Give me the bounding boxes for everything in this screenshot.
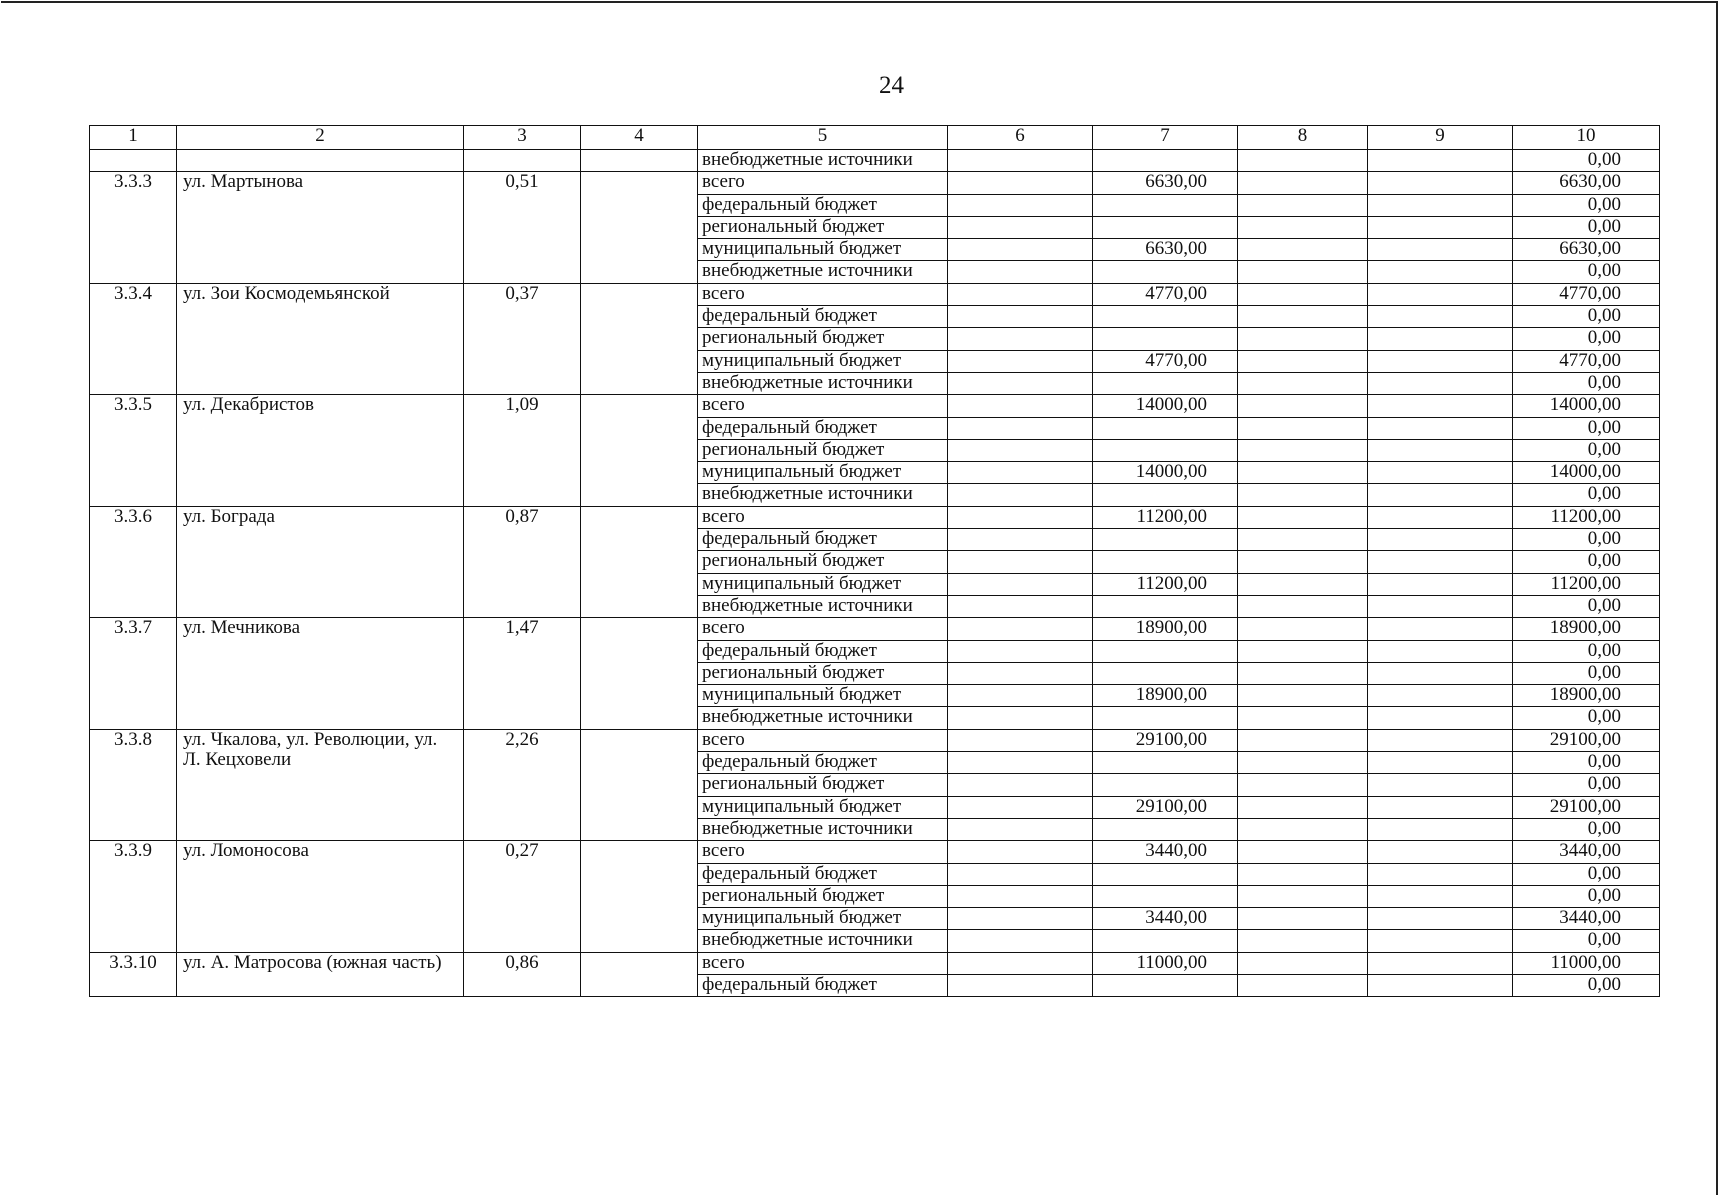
cell-empty: [1368, 306, 1513, 328]
amount-col7: 11200,00: [1093, 573, 1238, 595]
funding-source: муниципальный бюджет: [698, 908, 948, 930]
cell-empty: [1368, 216, 1513, 238]
funding-source: внебюджетные источники: [698, 150, 948, 172]
amount-col7: [1093, 885, 1238, 907]
cell-empty: [948, 662, 1093, 684]
cell-empty: [1238, 908, 1368, 930]
total-amount: 11000,00: [1513, 952, 1660, 974]
table-row: [90, 952, 1660, 974]
total-amount: 0,00: [1513, 752, 1660, 774]
cell-empty: [1368, 774, 1513, 796]
amount-col7: [1093, 640, 1238, 662]
table-row: [90, 283, 1660, 305]
funding-source: федеральный бюджет: [698, 529, 948, 551]
cell-empty: [1238, 239, 1368, 261]
funding-source: муниципальный бюджет: [698, 573, 948, 595]
funding-source: федеральный бюджет: [698, 640, 948, 662]
cell-empty: [90, 150, 177, 172]
cell-empty: [581, 618, 698, 729]
funding-source: всего: [698, 952, 948, 974]
funding-source: региональный бюджет: [698, 885, 948, 907]
cell-empty: [948, 194, 1093, 216]
amount-col7: [1093, 372, 1238, 394]
cell-empty: [581, 952, 698, 997]
cell-empty: [581, 172, 698, 283]
funding-source: внебюджетные источники: [698, 372, 948, 394]
amount-col7: [1093, 306, 1238, 328]
amount-col7: [1093, 863, 1238, 885]
object-number: 3.3.8: [90, 729, 177, 840]
total-amount: 4770,00: [1513, 283, 1660, 305]
total-amount: 0,00: [1513, 595, 1660, 617]
amount-col7: 14000,00: [1093, 462, 1238, 484]
total-amount: 0,00: [1513, 417, 1660, 439]
object-name: ул. Бограда: [177, 506, 464, 617]
object-name: ул. Мартынова: [177, 172, 464, 283]
column-header: 10: [1513, 126, 1660, 150]
column-header: 7: [1093, 126, 1238, 150]
funding-source: региональный бюджет: [698, 662, 948, 684]
table-row: [90, 150, 1660, 172]
total-amount: 0,00: [1513, 150, 1660, 172]
amount-col7: [1093, 551, 1238, 573]
column-header: 4: [581, 126, 698, 150]
cell-empty: [1368, 930, 1513, 952]
total-amount: 0,00: [1513, 372, 1660, 394]
cell-empty: [1368, 908, 1513, 930]
cell-empty: [948, 506, 1093, 528]
cell-empty: [1238, 729, 1368, 751]
object-length: 1,47: [464, 618, 581, 729]
object-number: 3.3.10: [90, 952, 177, 997]
total-amount: 3440,00: [1513, 908, 1660, 930]
cell-empty: [1238, 328, 1368, 350]
object-name: ул. Ломоносова: [177, 841, 464, 952]
cell-empty: [1368, 194, 1513, 216]
cell-empty: [948, 172, 1093, 194]
amount-col7: 18900,00: [1093, 618, 1238, 640]
cell-empty: [1238, 529, 1368, 551]
cell-empty: [1238, 506, 1368, 528]
column-header: 1: [90, 126, 177, 150]
total-amount: 0,00: [1513, 863, 1660, 885]
cell-empty: [1368, 529, 1513, 551]
cell-empty: [1368, 685, 1513, 707]
total-amount: 0,00: [1513, 551, 1660, 573]
cell-empty: [1368, 618, 1513, 640]
cell-empty: [1238, 818, 1368, 840]
cell-empty: [1368, 729, 1513, 751]
cell-empty: [1238, 774, 1368, 796]
amount-col7: 29100,00: [1093, 796, 1238, 818]
cell-empty: [948, 417, 1093, 439]
column-header: 5: [698, 126, 948, 150]
cell-empty: [1368, 417, 1513, 439]
cell-empty: [1238, 841, 1368, 863]
column-header: 2: [177, 126, 464, 150]
amount-col7: 3440,00: [1093, 908, 1238, 930]
cell-empty: [948, 930, 1093, 952]
amount-col7: [1093, 439, 1238, 461]
amount-col7: [1093, 707, 1238, 729]
cell-empty: [581, 150, 698, 172]
cell-empty: [1238, 194, 1368, 216]
cell-empty: [1368, 640, 1513, 662]
funding-source: федеральный бюджет: [698, 194, 948, 216]
budget-table: [89, 125, 1660, 997]
cell-empty: [1238, 462, 1368, 484]
cell-empty: [1238, 974, 1368, 996]
total-amount: 0,00: [1513, 818, 1660, 840]
cell-empty: [1238, 930, 1368, 952]
cell-empty: [948, 150, 1093, 172]
funding-source: всего: [698, 841, 948, 863]
total-amount: 11200,00: [1513, 573, 1660, 595]
cell-empty: [948, 595, 1093, 617]
cell-empty: [948, 908, 1093, 930]
funding-source: федеральный бюджет: [698, 752, 948, 774]
amount-col7: 6630,00: [1093, 172, 1238, 194]
cell-empty: [948, 841, 1093, 863]
object-number: 3.3.4: [90, 283, 177, 394]
funding-source: федеральный бюджет: [698, 974, 948, 996]
cell-empty: [1238, 752, 1368, 774]
funding-source: муниципальный бюджет: [698, 685, 948, 707]
cell-empty: [948, 707, 1093, 729]
object-length: 0,51: [464, 172, 581, 283]
funding-source: региональный бюджет: [698, 328, 948, 350]
total-amount: 6630,00: [1513, 239, 1660, 261]
total-amount: 18900,00: [1513, 618, 1660, 640]
object-length: 0,27: [464, 841, 581, 952]
cell-empty: [1238, 863, 1368, 885]
funding-source: муниципальный бюджет: [698, 796, 948, 818]
total-amount: 18900,00: [1513, 685, 1660, 707]
cell-empty: [948, 239, 1093, 261]
amount-col7: 4770,00: [1093, 350, 1238, 372]
page-number: 24: [879, 72, 904, 99]
total-amount: 0,00: [1513, 439, 1660, 461]
object-length: 0,37: [464, 283, 581, 394]
cell-empty: [948, 350, 1093, 372]
total-amount: 3440,00: [1513, 841, 1660, 863]
funding-source: внебюджетные источники: [698, 595, 948, 617]
cell-empty: [948, 573, 1093, 595]
cell-empty: [1368, 974, 1513, 996]
funding-source: муниципальный бюджет: [698, 462, 948, 484]
funding-source: региональный бюджет: [698, 439, 948, 461]
funding-source: внебюджетные источники: [698, 707, 948, 729]
column-header: 6: [948, 126, 1093, 150]
cell-empty: [1238, 885, 1368, 907]
object-length: 2,26: [464, 729, 581, 840]
total-amount: 0,00: [1513, 216, 1660, 238]
table-row: [90, 172, 1660, 194]
cell-empty: [1238, 283, 1368, 305]
cell-empty: [948, 439, 1093, 461]
object-number: 3.3.6: [90, 506, 177, 617]
cell-empty: [1368, 796, 1513, 818]
object-number: 3.3.7: [90, 618, 177, 729]
cell-empty: [1238, 306, 1368, 328]
funding-source: внебюджетные источники: [698, 818, 948, 840]
amount-col7: 14000,00: [1093, 395, 1238, 417]
cell-empty: [948, 774, 1093, 796]
cell-empty: [1238, 484, 1368, 506]
table-row: [90, 395, 1660, 417]
cell-empty: [1238, 952, 1368, 974]
cell-empty: [1368, 350, 1513, 372]
funding-source: всего: [698, 506, 948, 528]
cell-empty: [1368, 573, 1513, 595]
cell-empty: [1238, 618, 1368, 640]
cell-empty: [948, 462, 1093, 484]
total-amount: 0,00: [1513, 707, 1660, 729]
amount-col7: [1093, 417, 1238, 439]
table-row: [90, 729, 1660, 751]
header-row: [90, 126, 1660, 150]
funding-source: внебюджетные источники: [698, 261, 948, 283]
column-header: 3: [464, 126, 581, 150]
amount-col7: [1093, 484, 1238, 506]
cell-empty: [464, 150, 581, 172]
cell-empty: [948, 261, 1093, 283]
funding-source: региональный бюджет: [698, 216, 948, 238]
object-length: 1,09: [464, 395, 581, 506]
funding-source: всего: [698, 395, 948, 417]
amount-col7: [1093, 818, 1238, 840]
object-name: ул. Мечникова: [177, 618, 464, 729]
amount-col7: [1093, 752, 1238, 774]
total-amount: 0,00: [1513, 194, 1660, 216]
total-amount: 0,00: [1513, 930, 1660, 952]
cell-empty: [948, 372, 1093, 394]
cell-empty: [581, 506, 698, 617]
object-number: 3.3.9: [90, 841, 177, 952]
cell-empty: [581, 283, 698, 394]
amount-col7: 29100,00: [1093, 729, 1238, 751]
total-amount: 0,00: [1513, 662, 1660, 684]
amount-col7: [1093, 261, 1238, 283]
object-number: 3.3.3: [90, 172, 177, 283]
cell-empty: [1238, 439, 1368, 461]
total-amount: 0,00: [1513, 974, 1660, 996]
funding-source: всего: [698, 172, 948, 194]
cell-empty: [1368, 752, 1513, 774]
cell-empty: [1238, 573, 1368, 595]
cell-empty: [948, 395, 1093, 417]
table-row: [90, 841, 1660, 863]
funding-source: федеральный бюджет: [698, 417, 948, 439]
amount-col7: [1093, 216, 1238, 238]
cell-empty: [1368, 395, 1513, 417]
amount-col7: 11000,00: [1093, 952, 1238, 974]
total-amount: 0,00: [1513, 640, 1660, 662]
cell-empty: [948, 685, 1093, 707]
total-amount: 0,00: [1513, 306, 1660, 328]
amount-col7: 6630,00: [1093, 239, 1238, 261]
cell-empty: [1238, 796, 1368, 818]
cell-empty: [1238, 662, 1368, 684]
cell-empty: [581, 841, 698, 952]
cell-empty: [1368, 707, 1513, 729]
cell-empty: [1368, 863, 1513, 885]
cell-empty: [1368, 372, 1513, 394]
funding-source: всего: [698, 729, 948, 751]
cell-empty: [948, 818, 1093, 840]
cell-empty: [948, 484, 1093, 506]
total-amount: 11200,00: [1513, 506, 1660, 528]
cell-empty: [1368, 328, 1513, 350]
cell-empty: [1368, 818, 1513, 840]
total-amount: 0,00: [1513, 484, 1660, 506]
object-length: 0,87: [464, 506, 581, 617]
total-amount: 0,00: [1513, 529, 1660, 551]
cell-empty: [1093, 150, 1238, 172]
column-header: 8: [1238, 126, 1368, 150]
funding-source: всего: [698, 283, 948, 305]
cell-empty: [948, 796, 1093, 818]
cell-empty: [1238, 395, 1368, 417]
total-amount: 0,00: [1513, 328, 1660, 350]
cell-empty: [948, 974, 1093, 996]
funding-source: федеральный бюджет: [698, 863, 948, 885]
cell-empty: [1238, 372, 1368, 394]
cell-empty: [948, 752, 1093, 774]
cell-empty: [581, 395, 698, 506]
cell-empty: [948, 283, 1093, 305]
cell-empty: [948, 306, 1093, 328]
funding-source: внебюджетные источники: [698, 930, 948, 952]
cell-empty: [1238, 261, 1368, 283]
cell-empty: [1368, 506, 1513, 528]
cell-empty: [948, 885, 1093, 907]
cell-empty: [1368, 150, 1513, 172]
cell-empty: [948, 551, 1093, 573]
column-header: 9: [1368, 126, 1513, 150]
cell-empty: [1368, 595, 1513, 617]
total-amount: 0,00: [1513, 774, 1660, 796]
funding-source: региональный бюджет: [698, 774, 948, 796]
total-amount: 14000,00: [1513, 462, 1660, 484]
funding-source: муниципальный бюджет: [698, 350, 948, 372]
cell-empty: [1368, 462, 1513, 484]
cell-empty: [948, 863, 1093, 885]
funding-source: региональный бюджет: [698, 551, 948, 573]
cell-empty: [1238, 707, 1368, 729]
object-length: 0,86: [464, 952, 581, 997]
cell-empty: [948, 328, 1093, 350]
table-row: [90, 618, 1660, 640]
amount-col7: 11200,00: [1093, 506, 1238, 528]
funding-source: внебюджетные источники: [698, 484, 948, 506]
table-row: [90, 506, 1660, 528]
cell-empty: [177, 150, 464, 172]
object-name: ул. Зои Космодемьянской: [177, 283, 464, 394]
amount-col7: [1093, 328, 1238, 350]
cell-empty: [1368, 952, 1513, 974]
cell-empty: [948, 952, 1093, 974]
object-name: ул. Декабристов: [177, 395, 464, 506]
cell-empty: [1368, 885, 1513, 907]
total-amount: 4770,00: [1513, 350, 1660, 372]
amount-col7: [1093, 662, 1238, 684]
cell-empty: [1368, 261, 1513, 283]
amount-col7: [1093, 774, 1238, 796]
amount-col7: 3440,00: [1093, 841, 1238, 863]
object-number: 3.3.5: [90, 395, 177, 506]
cell-empty: [1368, 551, 1513, 573]
cell-empty: [1368, 239, 1513, 261]
cell-empty: [1368, 484, 1513, 506]
total-amount: 0,00: [1513, 885, 1660, 907]
cell-empty: [1238, 172, 1368, 194]
total-amount: 0,00: [1513, 261, 1660, 283]
amount-col7: [1093, 529, 1238, 551]
amount-col7: [1093, 974, 1238, 996]
funding-source: всего: [698, 618, 948, 640]
cell-empty: [948, 216, 1093, 238]
cell-empty: [1368, 841, 1513, 863]
total-amount: 14000,00: [1513, 395, 1660, 417]
amount-col7: [1093, 194, 1238, 216]
cell-empty: [1368, 172, 1513, 194]
cell-empty: [1238, 150, 1368, 172]
cell-empty: [948, 729, 1093, 751]
cell-empty: [1368, 283, 1513, 305]
funding-source: федеральный бюджет: [698, 306, 948, 328]
cell-empty: [1238, 417, 1368, 439]
object-name: ул. Чкалова, ул. Революции, ул. Л. Кецховели: [177, 729, 464, 840]
cell-empty: [948, 529, 1093, 551]
cell-empty: [948, 640, 1093, 662]
amount-col7: [1093, 595, 1238, 617]
cell-empty: [1238, 350, 1368, 372]
cell-empty: [1238, 216, 1368, 238]
cell-empty: [948, 618, 1093, 640]
amount-col7: [1093, 930, 1238, 952]
cell-empty: [1238, 685, 1368, 707]
funding-source: муниципальный бюджет: [698, 239, 948, 261]
total-amount: 29100,00: [1513, 729, 1660, 751]
amount-col7: 18900,00: [1093, 685, 1238, 707]
cell-empty: [581, 729, 698, 840]
cell-empty: [1238, 640, 1368, 662]
cell-empty: [1238, 595, 1368, 617]
cell-empty: [1368, 662, 1513, 684]
object-name: ул. А. Матросова (южная часть): [177, 952, 464, 997]
amount-col7: 4770,00: [1093, 283, 1238, 305]
total-amount: 6630,00: [1513, 172, 1660, 194]
cell-empty: [1238, 551, 1368, 573]
total-amount: 29100,00: [1513, 796, 1660, 818]
cell-empty: [1368, 439, 1513, 461]
